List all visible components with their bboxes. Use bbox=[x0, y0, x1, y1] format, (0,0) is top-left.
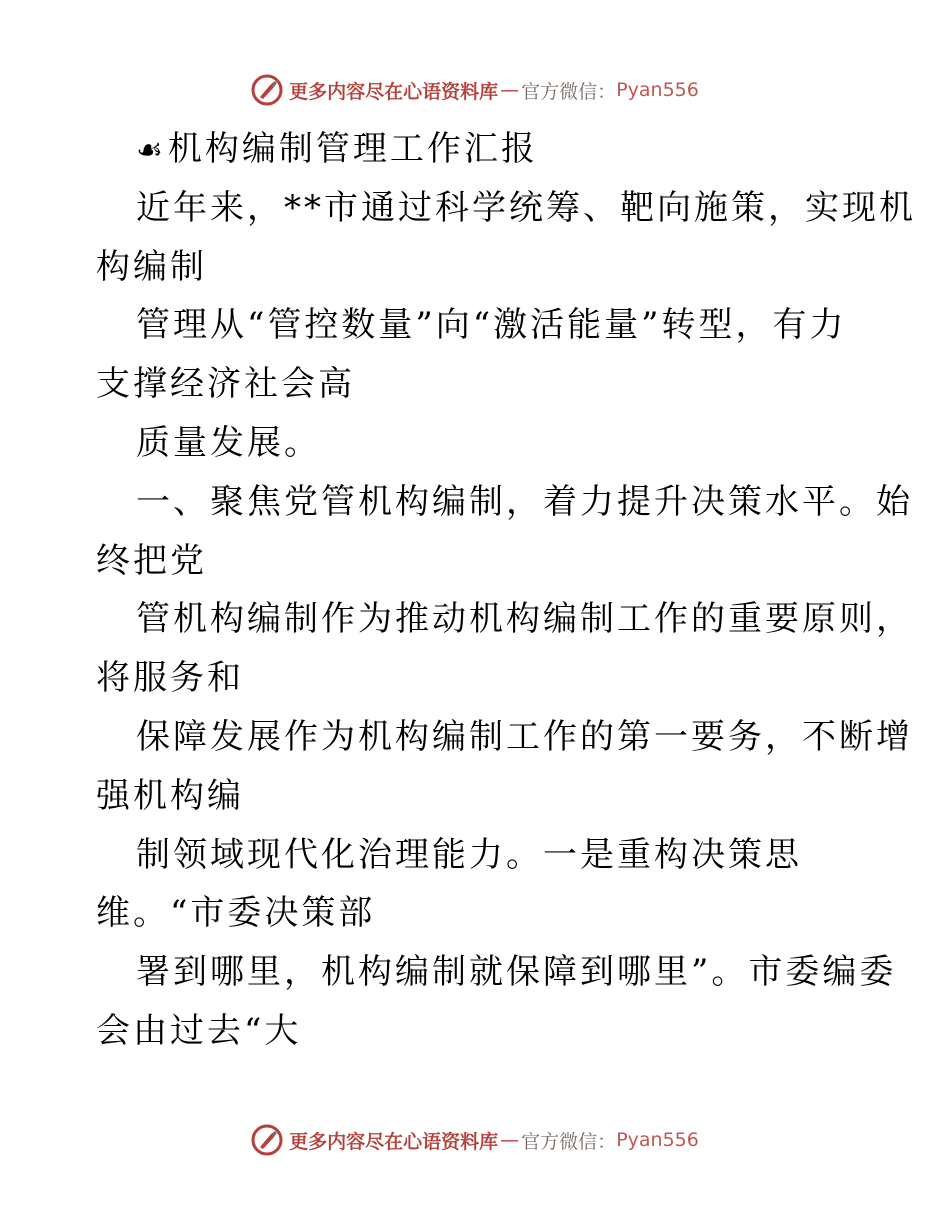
text-line: 支撑经济社会高 bbox=[96, 364, 355, 405]
text-line: 强机构编 bbox=[96, 775, 244, 816]
text-line: 署到哪里，机构编制就保障到哪里”。市委编委 bbox=[136, 952, 897, 993]
paragraph-lines bbox=[96, 179, 916, 1061]
text-line: 质量发展。 bbox=[136, 422, 321, 463]
header-watermark bbox=[0, 70, 950, 110]
text-line: 维。“市委决策部 bbox=[96, 893, 376, 934]
watermark-main-text: 更多内容尽在心语资料库 bbox=[289, 1130, 499, 1153]
watermark-wechat-id: Pyan556 bbox=[616, 79, 699, 101]
watermark-label: 官方微信： bbox=[521, 80, 617, 103]
pen-logo-icon bbox=[251, 1124, 283, 1156]
ornament-icon: ☙ bbox=[136, 133, 166, 168]
text-line: 终把党 bbox=[96, 540, 207, 581]
text-line: 构编制 bbox=[96, 246, 207, 287]
document-body bbox=[96, 120, 916, 1061]
document-title-text: 机构编制管理工作汇报 bbox=[167, 129, 538, 169]
text-line: 管机构编制作为推动机构编制工作的重要原则， bbox=[136, 599, 913, 640]
pen-logo-icon bbox=[251, 74, 283, 106]
watermark-separator: — bbox=[500, 1129, 520, 1151]
text-line: 一、聚焦党管机构编制，着力提升决策水平。始 bbox=[136, 481, 913, 522]
text-line: 将服务和 bbox=[96, 658, 244, 699]
text-line: 会由过去“大 bbox=[96, 1010, 302, 1051]
watermark-main-text: 更多内容尽在心语资料库 bbox=[289, 80, 499, 103]
text-line: 近年来，**市通过科学统筹、靶向施策，实现机 bbox=[136, 187, 916, 228]
document-title bbox=[96, 120, 856, 179]
footer-watermark bbox=[0, 1120, 950, 1160]
text-line: 制领域现代化治理能力。一是重构决策思 bbox=[136, 834, 802, 875]
text-line: 管理从“管控数量”向“激活能量”转型，有力 bbox=[136, 305, 847, 346]
watermark-label: 官方微信： bbox=[521, 1130, 617, 1153]
watermark-separator: — bbox=[500, 79, 520, 101]
watermark-wechat-id: Pyan556 bbox=[616, 1129, 699, 1151]
text-line: 保障发展作为机构编制工作的第一要务，不断增 bbox=[136, 716, 913, 757]
